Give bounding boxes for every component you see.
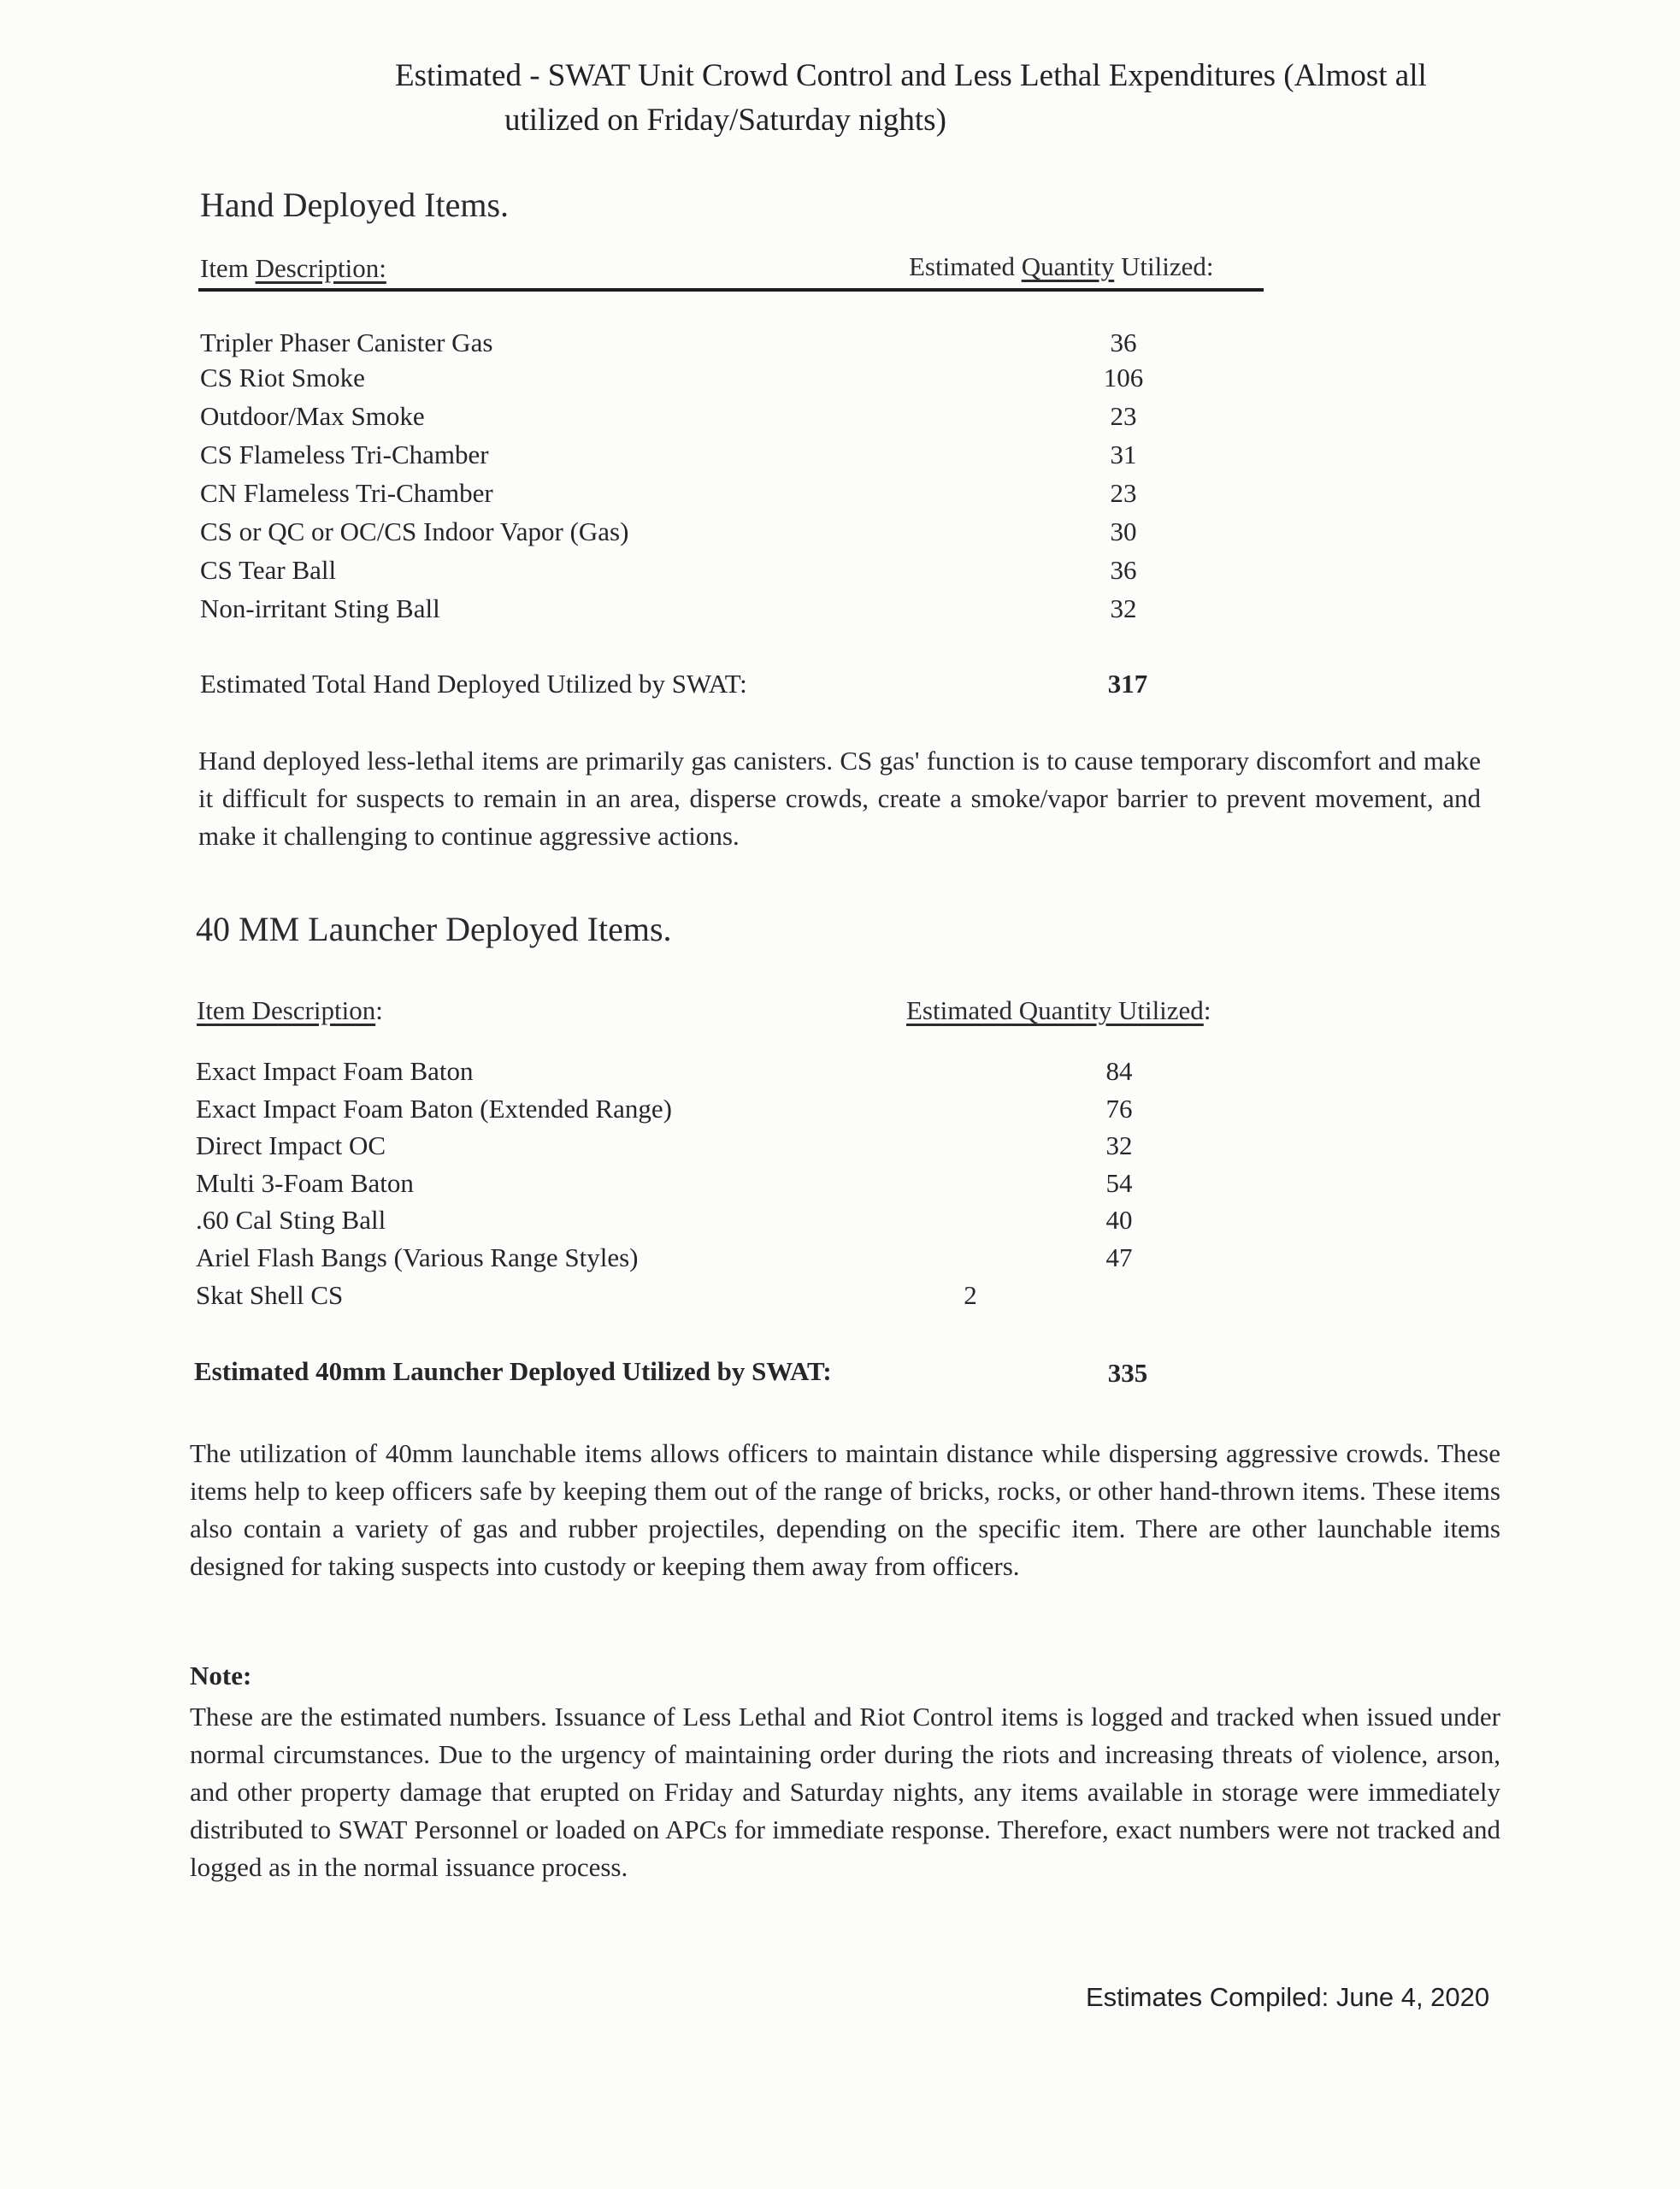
item-quantity: 23: [1110, 478, 1137, 508]
hand-total-value: 317: [1107, 669, 1148, 699]
hand-col-qty-underlined: Quantity: [1021, 251, 1115, 281]
hand-header-rule: [198, 288, 1264, 292]
item-description: CS Riot Smoke: [200, 363, 365, 392]
table-row: [0, 593, 1680, 632]
table-row: [0, 1094, 1680, 1132]
hand-total-label: Estimated Total Hand Deployed Utilized by SWAT:: [200, 669, 747, 699]
table-row: [0, 478, 1680, 516]
item-quantity: 23: [1110, 401, 1137, 431]
hand-col-item-header: [200, 253, 386, 284]
item-description: CS Tear Ball: [200, 555, 337, 585]
document-title-line-1: Estimated - SWAT Unit Crowd Control and Less Lethal Expenditures (Almost all: [395, 58, 1427, 93]
hand-deployed-heading: Hand Deployed Items.: [200, 186, 510, 224]
hand-col-qty-suffix: Utilized:: [1114, 251, 1214, 281]
item-quantity: 47: [1105, 1242, 1133, 1272]
table-row: [0, 440, 1680, 478]
estimates-compiled-date: Estimates Compiled: June 4, 2020: [1086, 1982, 1490, 2012]
table-row: [0, 1056, 1680, 1094]
table-row: [0, 327, 1680, 366]
note-paragraph: These are the estimated numbers. Issuance of Less Lethal and Riot Control items is logged and tracked when issued under normal circumstances. Due to the urgency of maintaining order during the riots and increasing threats of violence, arson, and other property damage that erupted on Friday and Saturday nights, any items available in storage were immediately distributed to SWAT Personnel or loaded on APCs for immediate response. Therefore, exact numbers were not tracked and logged as in the normal issuance process.: [190, 1702, 1500, 1882]
item-description: Multi 3-Foam Baton: [196, 1168, 414, 1198]
item-quantity: 76: [1105, 1094, 1133, 1124]
item-description: Exact Impact Foam Baton (Extended Range): [196, 1094, 672, 1124]
hand-col-qty-header: [909, 251, 1213, 282]
item-description: .60 Cal Sting Ball: [196, 1205, 386, 1235]
item-description: Direct Impact OC: [196, 1130, 386, 1160]
item-quantity: 106: [1103, 363, 1144, 392]
item-quantity: 36: [1110, 555, 1137, 585]
table-row: [0, 1205, 1680, 1243]
item-quantity: 30: [1110, 516, 1137, 546]
launcher-col-item-suffix: :: [375, 995, 383, 1025]
item-quantity: 40: [1105, 1205, 1133, 1235]
launcher-col-item-header: [197, 995, 383, 1026]
item-quantity: 54: [1105, 1168, 1133, 1198]
launcher-heading: 40 MM Launcher Deployed Items.: [196, 910, 672, 948]
launcher-col-qty-header: [906, 995, 1211, 1026]
table-row: [0, 401, 1680, 440]
item-description: Exact Impact Foam Baton: [196, 1056, 474, 1086]
launcher-total-value: 335: [1107, 1358, 1148, 1388]
item-description: Outdoor/Max Smoke: [200, 401, 425, 431]
hand-col-item-prefix: Item: [200, 253, 256, 283]
item-description: CN Flameless Tri-Chamber: [200, 478, 493, 508]
table-row: [0, 1242, 1680, 1281]
table-row: [0, 1168, 1680, 1207]
item-description: Skat Shell CS: [196, 1280, 344, 1310]
table-row: [0, 516, 1680, 555]
table-row: [0, 555, 1680, 593]
hand-col-item-underlined: Description:: [255, 253, 386, 283]
launcher-col-qty-suffix: :: [1203, 995, 1211, 1025]
document-title-line-2: utilized on Friday/Saturday nights): [504, 103, 946, 138]
item-quantity: 31: [1110, 440, 1137, 469]
item-quantity: 36: [1110, 327, 1137, 357]
table-row: [0, 363, 1680, 401]
launcher-total-label: Estimated 40mm Launcher Deployed Utilized by SWAT:: [194, 1356, 832, 1386]
item-quantity: 84: [1105, 1056, 1133, 1086]
note-label: Note:: [190, 1661, 252, 1690]
launcher-col-qty-underlined: Estimated Quantity Utilized: [906, 995, 1204, 1025]
hand-col-qty-prefix: Estimated: [909, 251, 1022, 281]
table-row: [0, 1130, 1680, 1169]
item-quantity: 2: [964, 1280, 977, 1310]
item-quantity: 32: [1110, 593, 1137, 623]
item-description: CS or QC or OC/CS Indoor Vapor (Gas): [200, 516, 629, 546]
launcher-paragraph: The utilization of 40mm launchable items allows officers to maintain distance while dispersing aggressive crowds. These items help to keep officers safe by keeping them out of the range of bricks, rocks, or other hand-thrown items. These items also contain a variety of gas and rubber projectiles, depending on the specific item. There are other launchable items designed for taking suspects into custody or keeping them away from officers.: [190, 1438, 1500, 1581]
item-description: Ariel Flash Bangs (Various Range Styles): [196, 1242, 639, 1272]
item-quantity: 32: [1105, 1130, 1133, 1160]
launcher-col-item-underlined: Item Description: [197, 995, 376, 1025]
item-description: Non-irritant Sting Ball: [200, 593, 440, 623]
item-description: CS Flameless Tri-Chamber: [200, 440, 489, 469]
table-row: [0, 1280, 1680, 1319]
hand-paragraph: Hand deployed less-lethal items are primarily gas canisters. CS gas' function is to cause temporary discomfort and make it difficult for suspects to remain in an area, disperse crowds, create a smoke/vapor barrier to prevent movement, and make it challenging to continue aggressive actions.: [198, 746, 1481, 851]
item-description: Tripler Phaser Canister Gas: [200, 327, 493, 357]
